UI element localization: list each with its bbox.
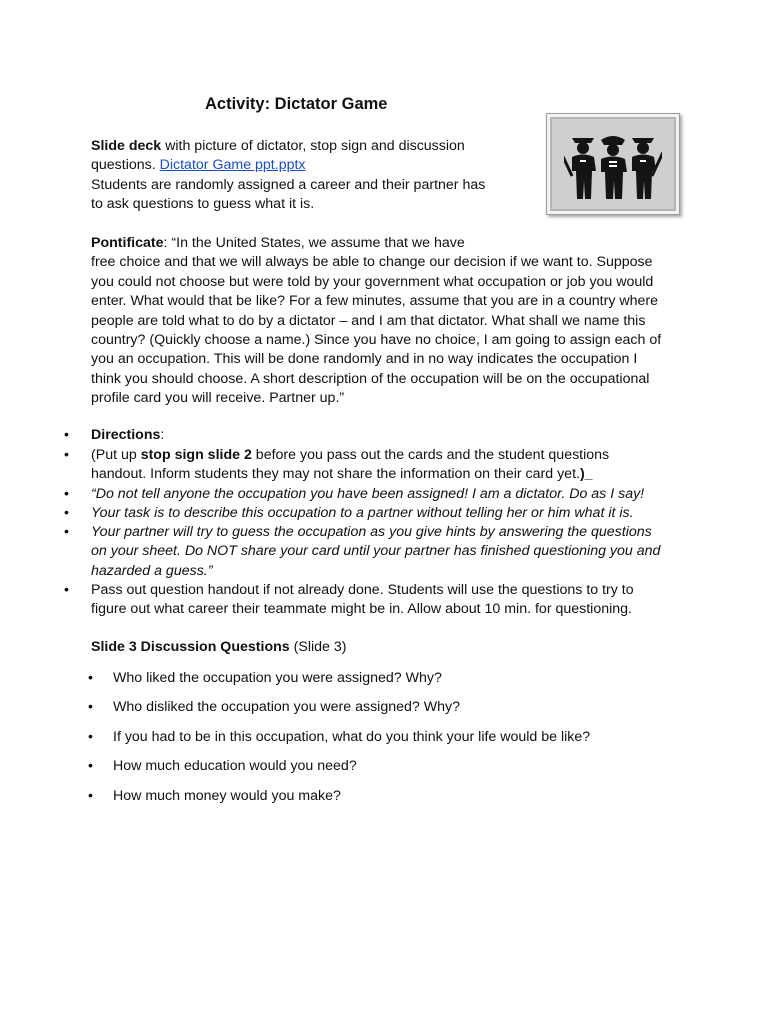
stop-sign-post: before you pass out the cards and the student questions [251, 447, 610, 463]
pontificate-paragraph [91, 234, 711, 409]
bullet: • [88, 699, 93, 715]
bullet: • [64, 505, 69, 521]
pontificate-text: : “In the United States, we assume that we have [163, 235, 465, 251]
document-title: Activity: Dictator Game [205, 95, 388, 113]
intro-paragraph [91, 137, 511, 215]
directions-label: Directions [91, 427, 161, 443]
directions-colon: : [160, 427, 165, 443]
bullet: • [88, 788, 93, 804]
bullet: • [88, 758, 93, 774]
pontificate-line: think you should choose. A short description of the occupation will be on the occupational [91, 370, 650, 387]
slide-deck-label: Slide deck [91, 138, 162, 154]
quote-line-1: “Do not tell anyone the occupation you have been assigned! I am a dictator. Do as I say! [91, 486, 645, 502]
pontificate-line: country? (Quickly choose a name.) Since you have no choice, I am going to assign each of [91, 332, 662, 349]
bullet: • [64, 582, 69, 598]
pontificate-line: profile card you will receive. Partner up.” [91, 390, 345, 407]
dictator-with-guards-icon [564, 129, 662, 199]
intro-line-4: to ask questions to guess what it is. [91, 196, 315, 213]
stop-sign-end: )_ [579, 466, 593, 483]
pontificate-label: Pontificate [91, 235, 164, 251]
intro-line-2 [91, 156, 511, 175]
quote-line-2: Your task is to describe this occupation to a partner without telling her or him what it is. [91, 505, 634, 521]
dictator-game-ppt-link[interactable]: Dictator Game ppt.pptx [159, 157, 306, 174]
slide3-heading-bold: Slide 3 Discussion Questions [91, 639, 290, 655]
quote-line-3c: hazarded a guess.” [91, 562, 213, 579]
bullet: • [88, 670, 93, 686]
stop-sign-slide-label: stop sign slide 2 [140, 447, 252, 463]
bullet: • [88, 729, 93, 745]
bullet: • [64, 447, 69, 463]
slide3-heading-rest: (Slide 3) [289, 639, 347, 655]
pontificate-line: people are told what to do by a dictator – and I am that dictator. What shall we name this [91, 312, 646, 329]
question-text: How much education would you need? [113, 758, 357, 774]
question-text: How much money would you make? [113, 788, 341, 804]
pontificate-line: enter. What would that be like? For a few minutes, assume that you are in a country where [91, 293, 659, 310]
pontificate-line: you could not choose but were told by your government what occupation or job you would [91, 273, 654, 290]
stop-sign-line-2: handout. Inform students they may not share the information on their card yet. [91, 466, 580, 483]
quote-line-3a: Your partner will try to guess the occupation as you give hints by answering the questions [91, 524, 652, 540]
question-text: Who liked the occupation you were assigned? Why? [113, 670, 442, 686]
intro-line-2-text: questions. [91, 157, 160, 174]
question-text: If you had to be in this occupation, what do you think your life would be like? [113, 729, 591, 745]
intro-line-1 [91, 137, 511, 156]
bullet: • [64, 486, 69, 502]
intro-line-3: Students are randomly assigned a career and their partner has [91, 176, 486, 193]
slide-deck-text: with picture of dictator, stop sign and discussion [161, 138, 465, 154]
slide3-heading [91, 638, 706, 657]
question-text: Who disliked the occupation you were assigned? Why? [113, 699, 460, 715]
handout-line-1: Pass out question handout if not already done. Students will use the questions to try to [91, 582, 634, 598]
bullet: • [64, 427, 69, 443]
pontificate-line: you an occupation. This will be done randomly and in no way indicates the occupation I [91, 351, 638, 368]
dictator-picture [546, 113, 680, 215]
pontificate-line: free choice and that we will always be able to change our decision if we want to. Suppose [91, 254, 653, 271]
bullet: • [64, 524, 69, 540]
pontificate-line [91, 234, 711, 253]
stop-sign-pre: (Put up [91, 447, 141, 463]
handout-line-2: figure out what career their teammate might be in. Allow about 10 min. for questioning. [91, 601, 632, 618]
quote-line-3b: on your sheet. Do NOT share your card until your partner has finished questioning you and [91, 543, 661, 560]
